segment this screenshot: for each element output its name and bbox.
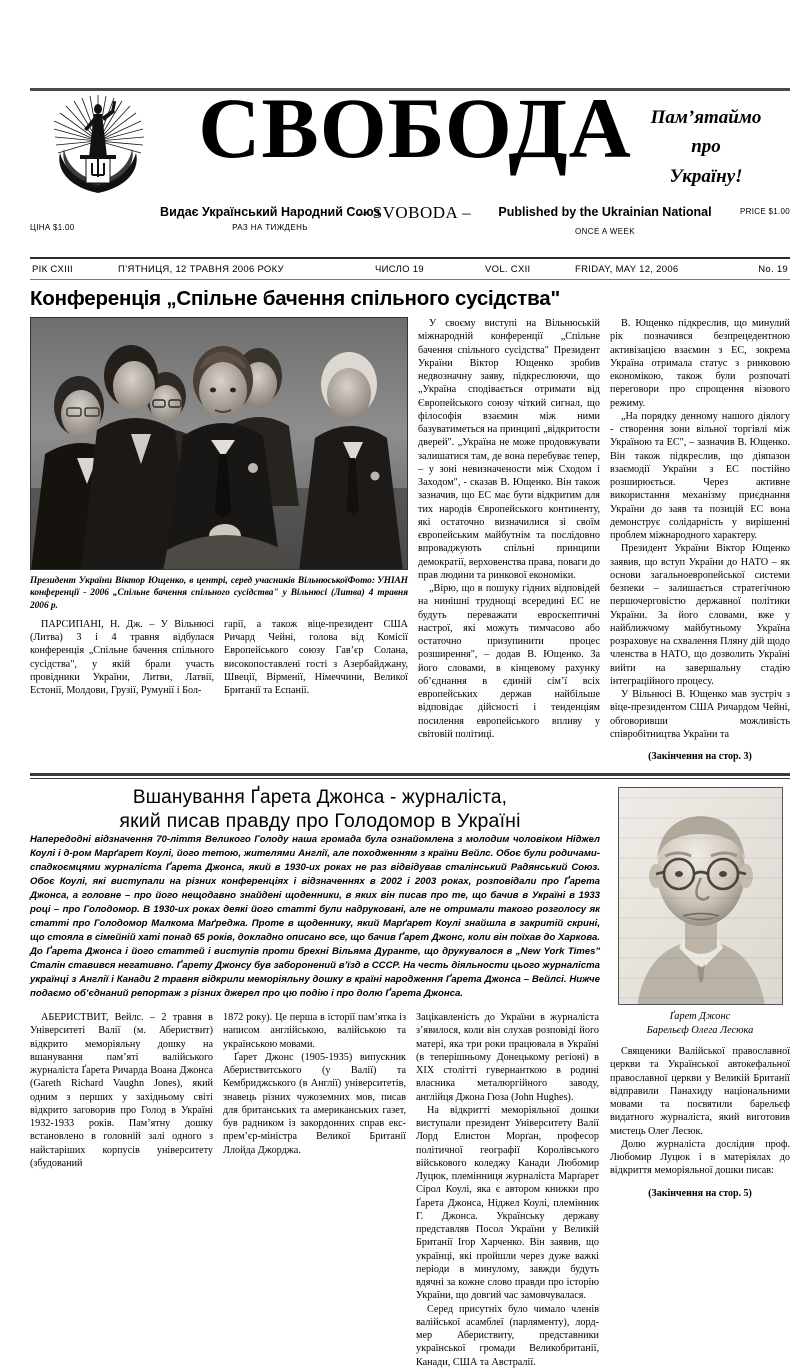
dateline-date-en: FRIDAY, MAY 12, 2006	[575, 264, 679, 275]
dateline-date-ua: П’ЯТНИЦЯ, 12 ТРАВНЯ 2006 РОКУ	[118, 264, 284, 275]
newspaper-title: СВОБОДА	[198, 80, 632, 176]
article2-lede	[30, 833, 600, 1001]
article1-photo-credit: Фото: УНІАН	[347, 576, 408, 586]
article1-col-b	[224, 618, 408, 698]
article2-side-column	[610, 787, 790, 1369]
slogan-line-1: Пам’ятаймо	[650, 107, 762, 128]
title-latin-label: – SVOBODA –	[358, 203, 472, 222]
liberty-statue-emblem-icon	[40, 95, 160, 199]
paragraph: На відкритті меморіяльної дошки виступали президент Університету Валії Лорд Елистон Морґан, професор політичної географії Королівського військового коледжу Канади Любомир Луцюк, племінниця журналіста Марґарет Сірол Коулі, яка є автором книжки про Ґарета Джонса, Ніджел Коулі, племінник Г. Джонса. Українську державу представляв Посол України у Великій Британії Ігор Харченко. Він заявив, що українці, які пройшли через дуже важкі періоди в минулому, завжди будуть вдячні за кожне слово правди про історію України, що довгий час замовчувалася.	[416, 1104, 599, 1302]
article1-photo-caption	[30, 575, 408, 612]
paragraph: Ґарет Джонс (1905-1935) випускник Абериствитського (у Валії) та Кембриджського (в Англії) університетів, знавець різних чужоземних мов, писав для британських та американських газет, був радником із закордонних справ екс-прем’єр-міністра Великої Британії Ллойда Джорджа.	[223, 1051, 406, 1156]
portrait-caption-line2: Барельєф Олега Лесюка	[646, 1024, 754, 1036]
article2-col-4	[610, 1045, 790, 1200]
article1-right-column	[610, 317, 790, 763]
paragraph: Президент України Віктор Ющенко заявив, що вступ України до НАТО – як основи загальноевропейської системи безпеки – залишається стратегічною першочерговістю державної політики України. За його словами, вже у найближчому майбутньому Україна розраховує на схвалення Пляну дій щодо членства в НАТО, що дозволить Україні вийти на завершальну стадію інтеграційного процесу.	[610, 543, 790, 687]
publisher-row	[30, 205, 790, 257]
paragraph: У Вільнюсі В. Ющенко мав зустріч з віце-президентом США Ричардом Чейні, обговоривши можливість співробітництва України та	[610, 689, 790, 740]
article1-headline: Конференція „Спільне бачення спільного сусідства"	[30, 287, 560, 310]
article1-left-column	[30, 317, 408, 763]
article-conference	[30, 287, 790, 763]
page-sheet	[30, 80, 790, 1369]
article2-col-3	[416, 1011, 599, 1369]
slogan-line-2: про	[691, 136, 721, 158]
publisher-ua-label: Видає Український Народний Союз	[160, 205, 380, 219]
article1-continued-note: (Закінчення на стор. 3)	[648, 751, 752, 762]
frequency-en-label: ONCE A WEEK	[575, 227, 635, 236]
article1-col-a	[30, 618, 214, 698]
slogan-line-3: Україну!	[669, 165, 743, 187]
paragraph: Зацікавленість до України в журналіста з’явилося, коли він слухав розповіді його матері, яка три роки працювала в Україні (в теперішньому Донецькому регіоні) в XIX столітті гувернанткою в родині власника металюргійного заводу, англійця Джона Гюза (John Hughes).	[416, 1012, 599, 1103]
article2-col-1	[30, 1011, 213, 1369]
paragraph: Напередодні відзначення 70-ліття Великого Голоду наша громада була ознайомлена з молодим чоловіком Ніджел Коулі і д-ром Марґарет Коулі, його тетою, жителями Англії, але походженням з країни Вейлс. Обоє були родичами-спадкоємцями журналіста Ґарета Джонса, який в 1930-их роках не раз відвідував сталінський Радянський Союз. Обоє Коулі, які виступали на різних конференціях і відзначеннях в 2002 і 2003 роках, розповідали про Ґарета Джонса, а головне – про його нещодавно знайдені щоденники, в яких він писав про те, що бачив в Україні в 1933 році – про Голодомор. В 1930-их роках деякі його статті були надруковані, але не отримали такого розголосу як статті про Голодомор Малкома Маґреджа. Проте в щоденнику, який Марґарет Коулі знайшла в закритій скрині, що стояла в сімейній хаті понад 65 років, докладно описано все, що бачив Ґарет Джонс, коли він поїхав до Харкова. До Ґарета Джонса і його статтей і виступів проти брехні Вільяма Дуранте, що друкувалося в „New York Times" Сталін ставився негативно. Ґарету Джонсу був заборонений в’їзд в СССР. На честь діяльности цього журналіста українці з Англії і Канади 2 травня відкрили меморіяльну дошку в країні народження Ґарета Джонса – Вейлсі. Нижче подаємо об’єднаний репортаж з різних джерел про цю подію і про долю Ґарета Джонса.	[30, 834, 600, 1000]
conference-photo	[30, 317, 408, 570]
paragraph: „Вірю, що в пошуку гідних відповідей на нинішні труднощі всередині ЕС не будуть переважати евроскептичні настрої, які можуть тимчасово або остаточно призупинити процес розширення", – додав В. Ющенко. За його словами, в кінцевому рахунку об’єднання в єдиній сім’ї всіх европейських держав найбільше відповідає дійсності і тенденціям посилення европейського впливу у світовій політиці.	[418, 583, 600, 740]
paragraph: гарії, а також віце-президент США Ричард Чейні, голова від Комісії Европейського союзу Гав’єр Солана, високопоставлені гості з Азербайджану, Швеції, Вірменії, Німеччини, Великої Британії та Еспанії.	[224, 618, 408, 697]
price-ua-label: ЦІНА $1.00	[30, 223, 75, 232]
article2-headline-line1: Вшанування Ґарета Джонса - журналіста,	[132, 787, 508, 808]
dateline-issue-ua: ЧИСЛО 19	[375, 264, 424, 275]
article2-portrait-caption	[610, 1010, 790, 1037]
article2-col-2	[223, 1011, 406, 1369]
frequency-ua-label: РАЗ НА ТИЖДЕНЬ	[232, 223, 308, 232]
article2-main	[30, 787, 600, 1369]
dateline-rule-bottom	[30, 279, 790, 280]
article1-caption-text: Президент України Віктор Ющенко, в центрі, серед учасників Вільнюської конференції - 2006 „Спільне бачення спільного сусідства" у Вільнюсі (Литва) 4 травня 2006 р.	[30, 576, 408, 611]
paragraph: „На порядку денному нашого діялогу - створення зони вільної торгівлі між Україною та ЕС", – зазначив В. Ющенко. Він також підкреслив, що діяпазон взаємодії України з ЕС постійно розширюється. Через активне використання механізму приєднання України до заяв та позицій ЕС вона демонструє солідарність у вирішенні проблем міжнародного характеру.	[610, 410, 790, 541]
price-en-label: PRICE $1.00	[740, 207, 790, 216]
dateline-year-ua: РІК CXIII	[32, 264, 73, 275]
paragraph: Серед присутніх було чимало членів валійської асамблеї (парляменту), лорд-мер Абериствиту, представники української громади Великобританії, Канади, США та Австралії.	[416, 1303, 599, 1368]
dateline-vol-en: VOL. CXII	[485, 264, 531, 275]
paragraph: 1872 року). Це перша в історії пам’ятка із написом англійською, валійською та українською мовами.	[223, 1012, 406, 1050]
article-separator-thin	[30, 778, 790, 779]
article1-middle-column	[418, 317, 600, 763]
publisher-en-label: Published by the Ukrainian National	[498, 205, 712, 219]
gareth-jones-portrait	[618, 787, 783, 1005]
article2-headline-line2: який писав правду про Голодомор в Україні	[119, 809, 521, 832]
dateline-bar	[30, 259, 790, 279]
paragraph: ПАРСИПАНІ, Н. Дж. – У Вільнюсі (Литва) 3 і 4 травня відбулася конференція „Спільне бачення спільного сусідства", у якій брали участь провідники України, Литви, Латвії, Естонії, Молдови, Грузії, Румунії і Бол-	[30, 618, 214, 697]
remember-ukraine-slogan	[626, 103, 786, 191]
portrait-caption-line1: Ґарет Джонс	[669, 1011, 731, 1022]
article-gareth-jones	[30, 787, 790, 1369]
article-separator-heavy	[30, 773, 790, 776]
article2-continued-note: (Закінчення на стор. 5)	[648, 1187, 752, 1199]
article2-headline	[30, 787, 610, 833]
paragraph: Священики Валійської православної церкви та Української автокефальної православної церкви у Великій Британії відправили Панахиду національними мовами та посвятили барельєф видатного журналіста, який виготовив мистець Олег Лесюк.	[610, 1046, 790, 1137]
paragraph: В. Ющенко підкреслив, що минулий рік позначився безпрецедентною активізацією взаємин з ЕС, зокрема Україна отримала статус з ринковою економікою, також були розпочаті переговори про спрощення візового режиму.	[610, 318, 790, 409]
dateline-issue-en: No. 19	[758, 264, 788, 275]
masthead	[30, 80, 790, 203]
paragraph: Долю журналіста дослідив проф. Любомир Луцюк і в матеріялах до відкриття меморіяльної дошки писав:	[610, 1138, 790, 1177]
paragraph: У своєму виступі на Вільнюській міжнародній конференції „Спільне бачення спільного сусідства" Президент України Віктор Ющенко зробив недвозначну заяву, підкреслюючи, що „Україна сподівається отримати від Європейського союзу чіткий сигнал, що філософія взаємин між ними базуватиметься на принципі „відкритости дверей". „Україна не може продовжувати залишатися там, де вона перебуває тепер, – у зоні невизначености між Сходом і Заходом", - сказав В. Ющенко. Він також зазначив, що ЕС має бути відкритим для тих народів Європейського континенту, які остаточно визначилися зі своїм європейським майбутнім та послідовно впроваджують спільні принципи демократії, верховенства права, поваги до прав людини та ринкової економіки.	[418, 318, 600, 581]
paragraph: АБЕРИСТВИТ, Вейлс. – 2 травня в Університеті Валії (м. Абериствит) відкрито меморіяльну дошку на вшанування пам’яті валійського журналіста Ґарета Ричарда Воана Джонса (Gareth Richard Vaughn Jones), який одним з перших у західньому світі відкрито заговорив про Голод в Україні 1932-1933 років. Пам’ятну дошку встановлено в головній залі одного з найстаріших корпусів університету (збудований	[30, 1012, 213, 1169]
